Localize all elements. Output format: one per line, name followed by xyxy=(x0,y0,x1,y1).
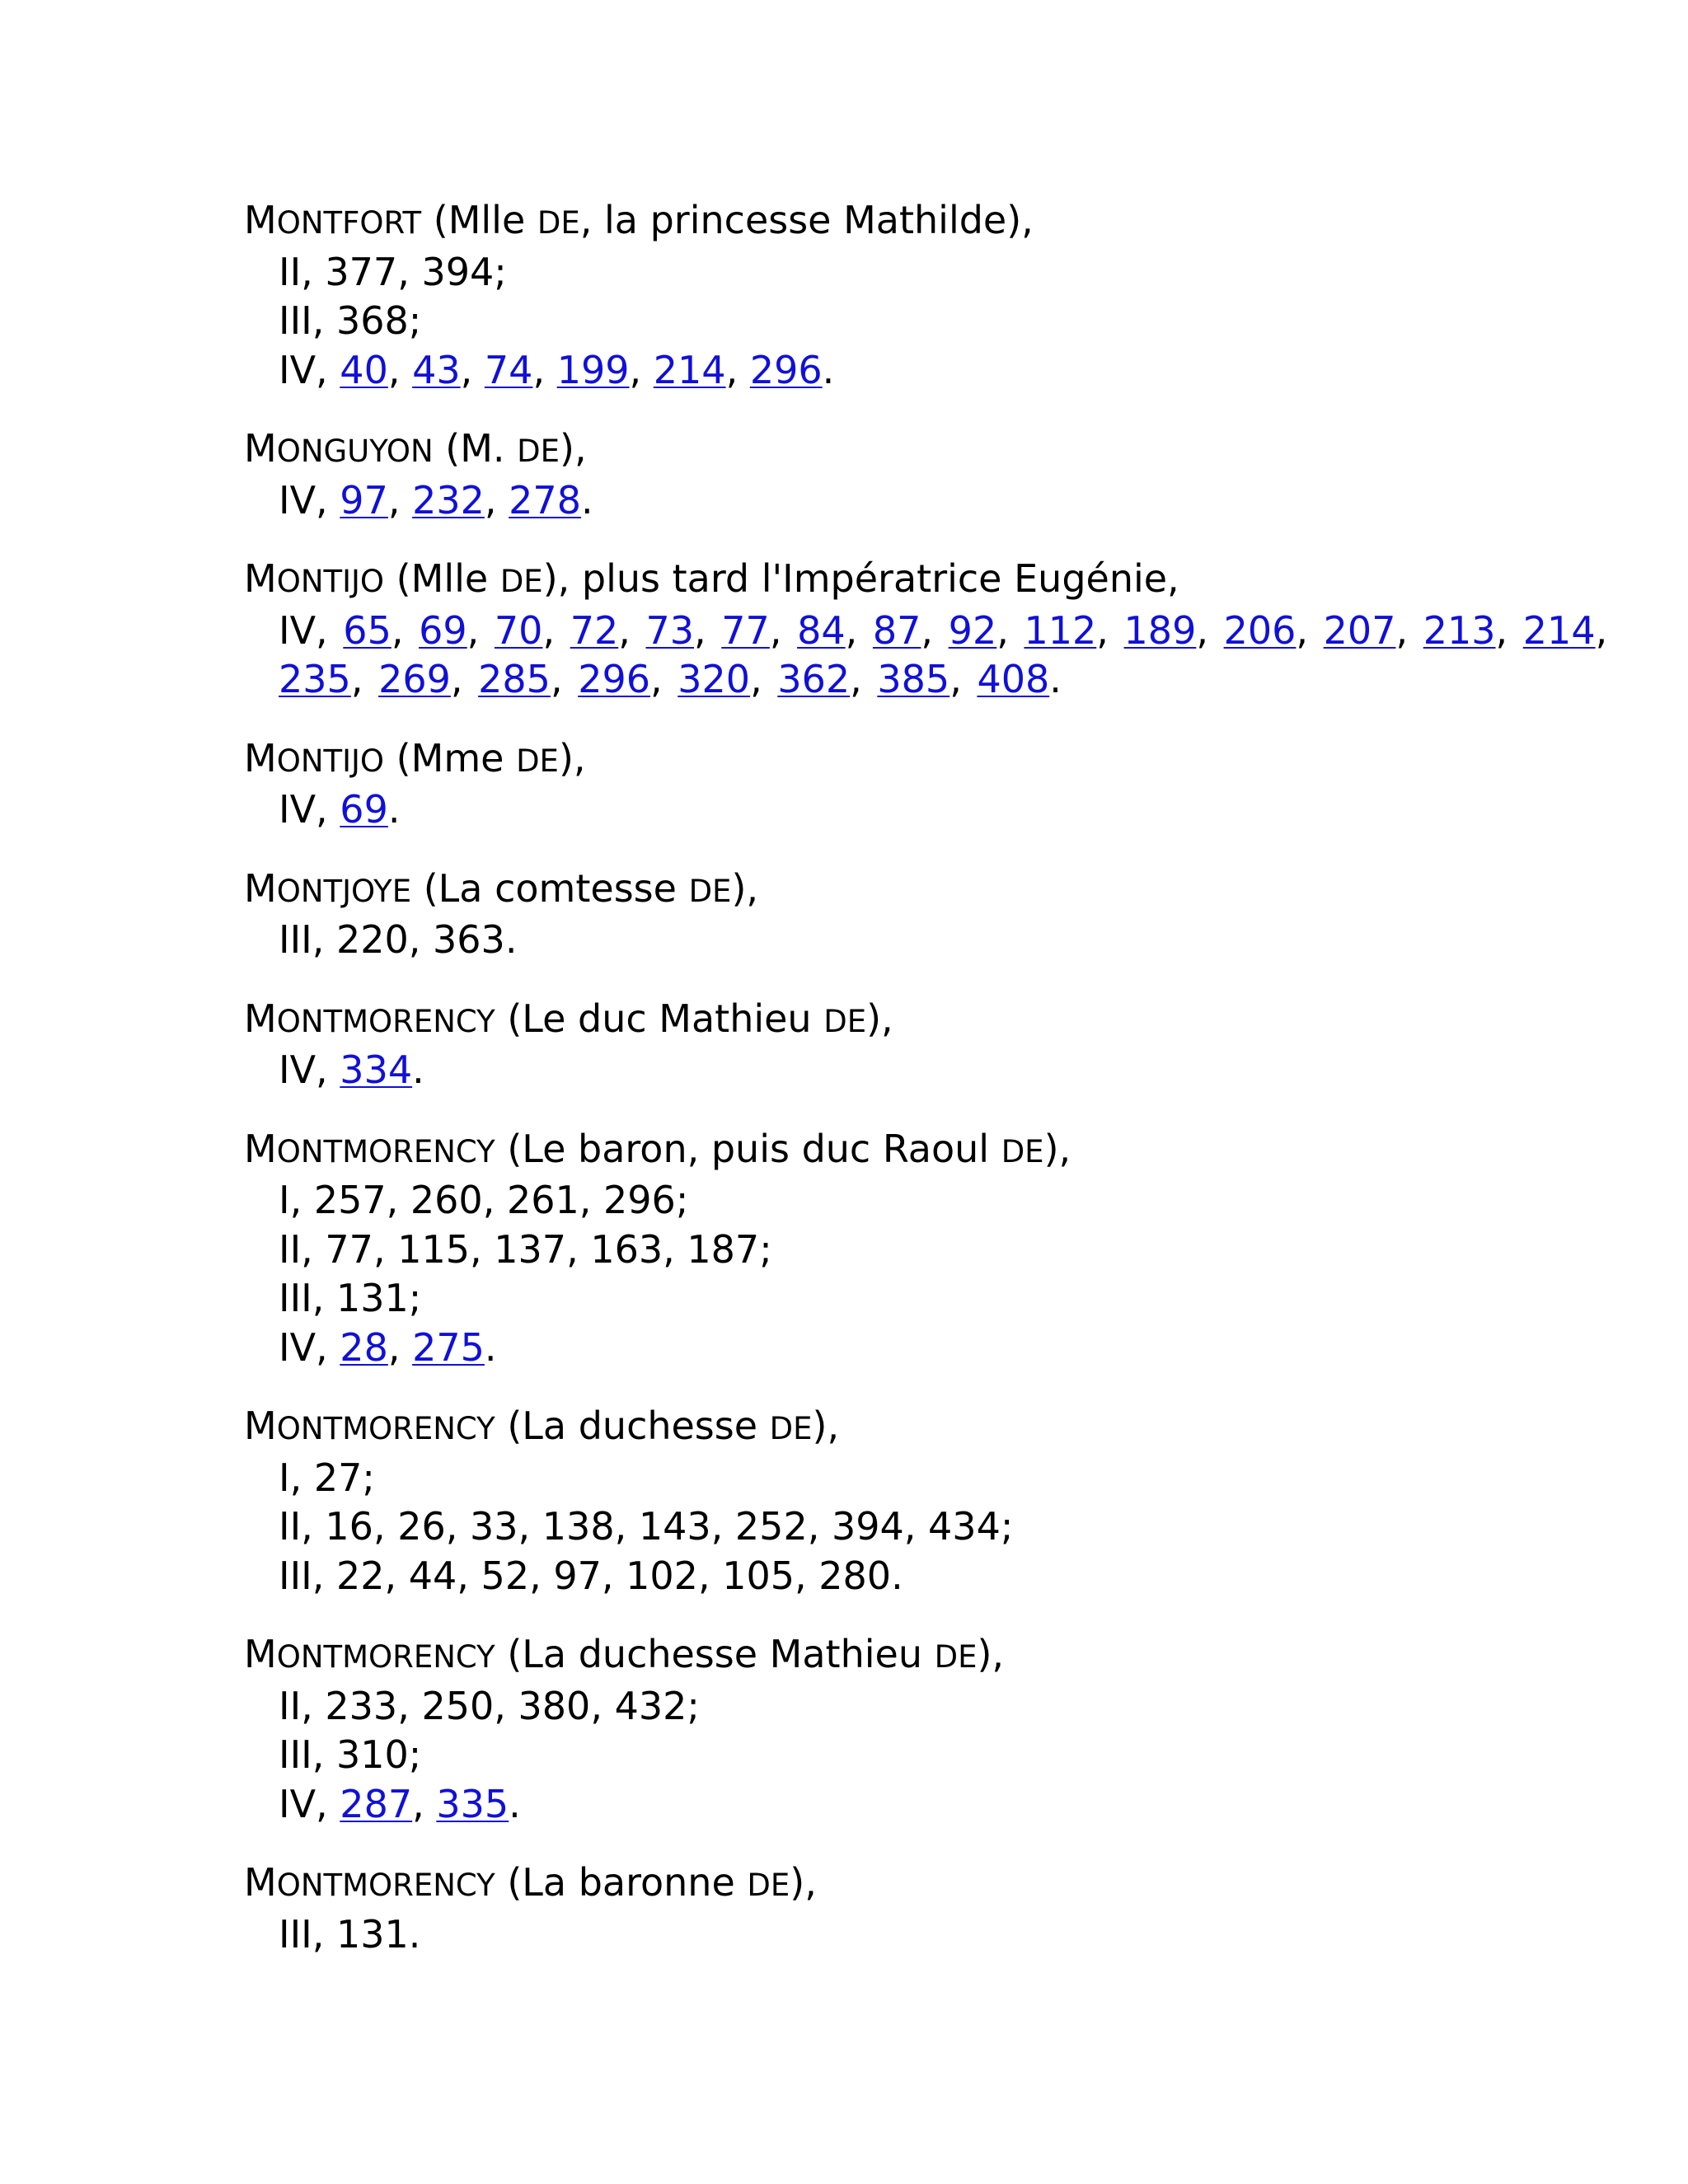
page-number: 394 xyxy=(831,1504,904,1549)
line-terminator: ; xyxy=(675,1178,689,1222)
page-number: 260 xyxy=(410,1178,483,1222)
volume-references: III, 131. xyxy=(279,1911,421,1957)
line-terminator: ; xyxy=(408,1276,422,1320)
page-link[interactable]: 207 xyxy=(1323,607,1396,653)
entry-description: (Mlle xyxy=(384,556,500,601)
index-entry xyxy=(244,865,1645,965)
page-number: 97 xyxy=(553,1553,602,1598)
page-link[interactable]: 408 xyxy=(977,657,1050,701)
entry-description: ), xyxy=(1043,1126,1071,1171)
entry-heading xyxy=(244,424,1645,476)
entry-name xyxy=(244,1632,495,1676)
volume-references: IV, 334. xyxy=(279,1047,424,1092)
entry-description: ), xyxy=(790,1860,817,1905)
page-link[interactable]: 320 xyxy=(678,657,751,701)
entry-heading xyxy=(244,1402,1645,1454)
volume-references: I, 257, 260, 261, 296; xyxy=(279,1178,689,1222)
page-number: 131 xyxy=(335,1911,409,1957)
line-terminator: . xyxy=(509,1781,521,1826)
page-link[interactable]: 73 xyxy=(645,607,695,653)
line-terminator: ; xyxy=(687,1683,700,1728)
page-number: 26 xyxy=(397,1504,446,1549)
page-link[interactable]: 275 xyxy=(412,1324,485,1370)
page-link[interactable]: 97 xyxy=(340,477,388,523)
page-number: 16 xyxy=(325,1504,373,1549)
particle-text: DE xyxy=(516,743,559,779)
page-number: 22 xyxy=(335,1553,385,1598)
entry-description: (La duchesse xyxy=(495,1404,770,1448)
page-link[interactable]: 40 xyxy=(340,347,388,392)
page-link[interactable]: 278 xyxy=(509,477,581,523)
page-number: 137 xyxy=(494,1226,567,1272)
page-link[interactable]: 84 xyxy=(797,607,846,653)
volume-number: III xyxy=(279,1732,312,1777)
page-number: 187 xyxy=(687,1226,760,1272)
entry-description: (La baronne xyxy=(495,1860,748,1905)
entry-description: , la princesse Mathilde), xyxy=(579,198,1034,242)
volume-number: IV xyxy=(279,1781,316,1826)
entry-particle xyxy=(770,1404,813,1448)
volume-references: IV, 69. xyxy=(279,787,401,832)
name-initial: M xyxy=(244,1860,277,1905)
volume-references: III, 310; xyxy=(279,1732,422,1777)
page-number: 380 xyxy=(518,1683,591,1728)
entry-name xyxy=(244,556,384,601)
volume-references: III, 368; xyxy=(279,298,422,343)
page-number: 394 xyxy=(421,249,495,294)
particle-text: DE xyxy=(499,564,543,599)
volume-references: III, 220, 363. xyxy=(279,917,518,962)
volume-number: III xyxy=(279,917,312,962)
page-link[interactable]: 189 xyxy=(1123,607,1197,653)
volume-number: IV xyxy=(279,1047,316,1092)
entry-name xyxy=(244,996,495,1041)
name-initial: M xyxy=(244,556,277,601)
name-initial: M xyxy=(244,735,277,780)
page-number: 310 xyxy=(335,1732,409,1777)
entry-description: ), xyxy=(558,735,586,780)
entry-heading xyxy=(244,865,1645,916)
page-link[interactable]: 287 xyxy=(340,1781,413,1826)
page-link[interactable]: 334 xyxy=(340,1047,413,1092)
volume-references: II, 377, 394; xyxy=(279,249,507,294)
particle-text: DE xyxy=(823,1003,867,1039)
entry-description: ), plus tard l'Impératrice Eugénie, xyxy=(542,556,1179,601)
index-entry xyxy=(244,424,1645,525)
entry-name xyxy=(244,426,434,471)
page-link[interactable]: 112 xyxy=(1024,607,1097,653)
page-link[interactable]: 296 xyxy=(578,657,650,701)
index-entry xyxy=(244,734,1645,835)
entry-particle xyxy=(823,996,866,1041)
page-link[interactable]: 385 xyxy=(877,657,950,701)
particle-text: DE xyxy=(769,1411,813,1446)
name-initial: M xyxy=(244,198,277,242)
page-link[interactable]: 92 xyxy=(948,607,997,653)
volume-number: II xyxy=(279,1226,302,1272)
page-number: 250 xyxy=(421,1683,495,1728)
entry-name xyxy=(244,1127,495,1171)
volume-number: IV xyxy=(279,477,316,523)
particle-text: DE xyxy=(517,434,560,469)
volume-number: I xyxy=(279,1455,290,1500)
page-link[interactable]: 235 xyxy=(279,657,351,701)
page-number: 377 xyxy=(325,249,398,294)
particle-text: DE xyxy=(688,873,732,909)
volume-references: II, 77, 115, 137, 163, 187; xyxy=(279,1226,772,1272)
entry-heading xyxy=(244,734,1645,786)
page-link[interactable]: 285 xyxy=(478,657,551,701)
name-rest: ONTIJO xyxy=(276,743,385,779)
page-link[interactable]: 232 xyxy=(412,477,485,523)
index-entry xyxy=(244,1858,1645,1959)
volume-number: III xyxy=(279,1911,312,1957)
entry-description: (La duchesse Mathieu xyxy=(495,1632,935,1676)
page-number: 33 xyxy=(469,1504,518,1549)
volume-references: IV, 28, 275. xyxy=(279,1324,497,1370)
entry-name xyxy=(244,1860,495,1905)
entry-description: ), xyxy=(731,865,759,911)
line-terminator: . xyxy=(580,477,593,523)
entry-particle xyxy=(500,556,543,601)
particle-text: DE xyxy=(934,1639,978,1675)
page-number: 432 xyxy=(614,1683,687,1728)
name-rest: ONTMORENCY xyxy=(276,1133,495,1169)
entry-heading xyxy=(244,1125,1645,1177)
volume-number: IV xyxy=(279,1324,316,1370)
entry-heading xyxy=(244,196,1645,248)
volume-number: II xyxy=(279,249,302,294)
entry-particle xyxy=(747,1860,790,1905)
page-number: 131 xyxy=(335,1276,409,1320)
volume-number: III xyxy=(279,298,312,343)
index-entry xyxy=(244,1630,1645,1829)
page-link[interactable]: 72 xyxy=(570,607,619,653)
page-link[interactable]: 69 xyxy=(419,607,467,653)
name-rest: ONTMORENCY xyxy=(276,1411,495,1446)
entry-description: (La comtesse xyxy=(411,865,689,911)
volume-number: IV xyxy=(279,347,316,392)
volume-number: IV xyxy=(279,607,316,653)
volume-references: III, 131; xyxy=(279,1276,422,1320)
volume-references: III, 22, 44, 52, 97, 102, 105, 280. xyxy=(279,1553,903,1598)
particle-text: DE xyxy=(1001,1133,1044,1169)
name-initial: M xyxy=(244,1632,277,1676)
entry-description: (Mme xyxy=(384,735,517,780)
page-link[interactable]: 199 xyxy=(556,347,630,392)
entry-heading xyxy=(244,555,1645,607)
line-terminator: . xyxy=(484,1324,497,1370)
page-number: 261 xyxy=(506,1178,579,1222)
name-rest: ONTFORT xyxy=(276,205,422,241)
page-number: 368 xyxy=(335,298,409,343)
page-link[interactable]: 87 xyxy=(872,607,921,653)
volume-references: IV, 65, 69, 70, 72, 73, 77, 84, 87, 92, 112, 189, 206, 207, 213, 214, 235, 269, 285, 296, 320, 362, 385, 408. xyxy=(279,607,1608,701)
line-terminator: . xyxy=(891,1553,903,1598)
page-link[interactable]: 28 xyxy=(340,1324,388,1370)
entry-name xyxy=(244,1404,495,1448)
page-number: 434 xyxy=(928,1504,1001,1549)
entry-description: ), xyxy=(560,426,587,471)
page-link[interactable]: 70 xyxy=(494,607,543,653)
page-number: 105 xyxy=(722,1553,795,1598)
entry-description: ), xyxy=(866,996,893,1041)
entry-heading xyxy=(244,1858,1645,1910)
index-entry xyxy=(244,1402,1645,1601)
name-initial: M xyxy=(244,426,277,471)
page-number: 220 xyxy=(335,917,409,962)
name-initial: M xyxy=(244,996,277,1041)
name-rest: ONTJOYE xyxy=(276,873,412,909)
name-initial: M xyxy=(244,1126,277,1171)
entry-name xyxy=(244,866,411,911)
entry-name xyxy=(244,198,421,242)
page-number: 138 xyxy=(542,1504,615,1549)
page-link[interactable]: 214 xyxy=(1522,607,1596,653)
volume-number: IV xyxy=(279,787,316,832)
entry-description: (Le baron, puis duc Raoul xyxy=(495,1126,1001,1171)
page-number: 44 xyxy=(408,1553,457,1598)
name-rest: ONTMORENCY xyxy=(276,1003,495,1039)
entry-particle xyxy=(517,426,560,471)
entry-particle xyxy=(537,198,580,242)
line-terminator: . xyxy=(387,787,401,832)
index-entry xyxy=(244,995,1645,1095)
name-rest: ONTIJO xyxy=(276,564,385,599)
page-link[interactable]: 77 xyxy=(721,607,770,653)
entry-description: ), xyxy=(812,1404,840,1448)
page-link[interactable]: 69 xyxy=(340,787,388,832)
volume-number: I xyxy=(279,1178,290,1222)
volume-references: IV, 287, 335. xyxy=(279,1781,521,1826)
page-link[interactable]: 213 xyxy=(1423,607,1496,653)
line-terminator: ; xyxy=(759,1226,772,1272)
name-initial: M xyxy=(244,865,277,911)
line-terminator: . xyxy=(1049,657,1062,701)
particle-text: DE xyxy=(747,1868,790,1903)
entry-description: (Mlle xyxy=(421,198,537,242)
name-rest: ONGUYON xyxy=(276,434,434,469)
line-terminator: ; xyxy=(494,249,507,294)
page-link[interactable]: 65 xyxy=(343,607,392,653)
entry-particle xyxy=(516,736,559,780)
page-number: 52 xyxy=(481,1553,530,1598)
entry-description: (M. xyxy=(433,426,518,471)
volume-references: II, 233, 250, 380, 432; xyxy=(279,1683,700,1728)
page-number: 280 xyxy=(818,1553,892,1598)
page-link[interactable]: 43 xyxy=(412,347,461,392)
page-number: 102 xyxy=(626,1553,698,1598)
line-terminator: . xyxy=(412,1047,424,1092)
volume-number: II xyxy=(279,1683,302,1728)
page-number: 257 xyxy=(313,1178,387,1222)
line-terminator: . xyxy=(504,917,518,962)
entry-name xyxy=(244,736,384,780)
page-number: 77 xyxy=(325,1226,373,1272)
name-index xyxy=(244,196,1645,1989)
page-number: 296 xyxy=(603,1178,676,1222)
page-number: 163 xyxy=(590,1226,663,1272)
volume-references: II, 16, 26, 33, 138, 143, 252, 394, 434; xyxy=(279,1504,1014,1549)
page-number: 233 xyxy=(325,1683,398,1728)
page-link[interactable]: 335 xyxy=(436,1781,509,1826)
name-rest: ONTMORENCY xyxy=(276,1868,495,1903)
line-terminator: . xyxy=(408,1911,421,1957)
line-terminator: ; xyxy=(1000,1504,1014,1549)
line-terminator: ; xyxy=(408,298,422,343)
entry-description: (Le duc Mathieu xyxy=(495,996,824,1041)
page-number: 252 xyxy=(734,1504,808,1549)
volume-references: I, 27; xyxy=(279,1455,375,1500)
entry-heading xyxy=(244,1630,1645,1682)
entry-description: ), xyxy=(977,1632,1005,1676)
particle-text: DE xyxy=(537,205,580,241)
index-entry xyxy=(244,196,1645,395)
entry-particle xyxy=(1001,1127,1044,1171)
name-initial: M xyxy=(244,1404,277,1448)
page-link[interactable]: 214 xyxy=(653,347,726,392)
index-entry xyxy=(244,1125,1645,1373)
line-terminator: ; xyxy=(408,1732,422,1777)
entry-particle xyxy=(935,1632,978,1676)
volume-number: II xyxy=(279,1504,302,1549)
volume-number: III xyxy=(279,1553,312,1598)
line-terminator: . xyxy=(822,347,835,392)
name-rest: ONTMORENCY xyxy=(276,1639,495,1675)
page-number: 115 xyxy=(397,1226,470,1272)
entry-heading xyxy=(244,995,1645,1047)
volume-references: IV, 97, 232, 278. xyxy=(279,477,593,523)
page-number: 363 xyxy=(433,917,505,962)
page-link[interactable]: 296 xyxy=(749,347,823,392)
volume-number: III xyxy=(279,1276,312,1320)
page-link[interactable]: 206 xyxy=(1223,607,1296,653)
page-number: 27 xyxy=(313,1455,363,1500)
index-entry xyxy=(244,555,1645,705)
page-link[interactable]: 74 xyxy=(484,347,533,392)
line-terminator: ; xyxy=(362,1455,375,1500)
page-link[interactable]: 269 xyxy=(378,657,451,701)
entry-particle xyxy=(689,866,732,911)
volume-references: IV, 40, 43, 74, 199, 214, 296. xyxy=(279,347,835,392)
page-number: 143 xyxy=(638,1504,711,1549)
page-link[interactable]: 362 xyxy=(777,657,851,701)
